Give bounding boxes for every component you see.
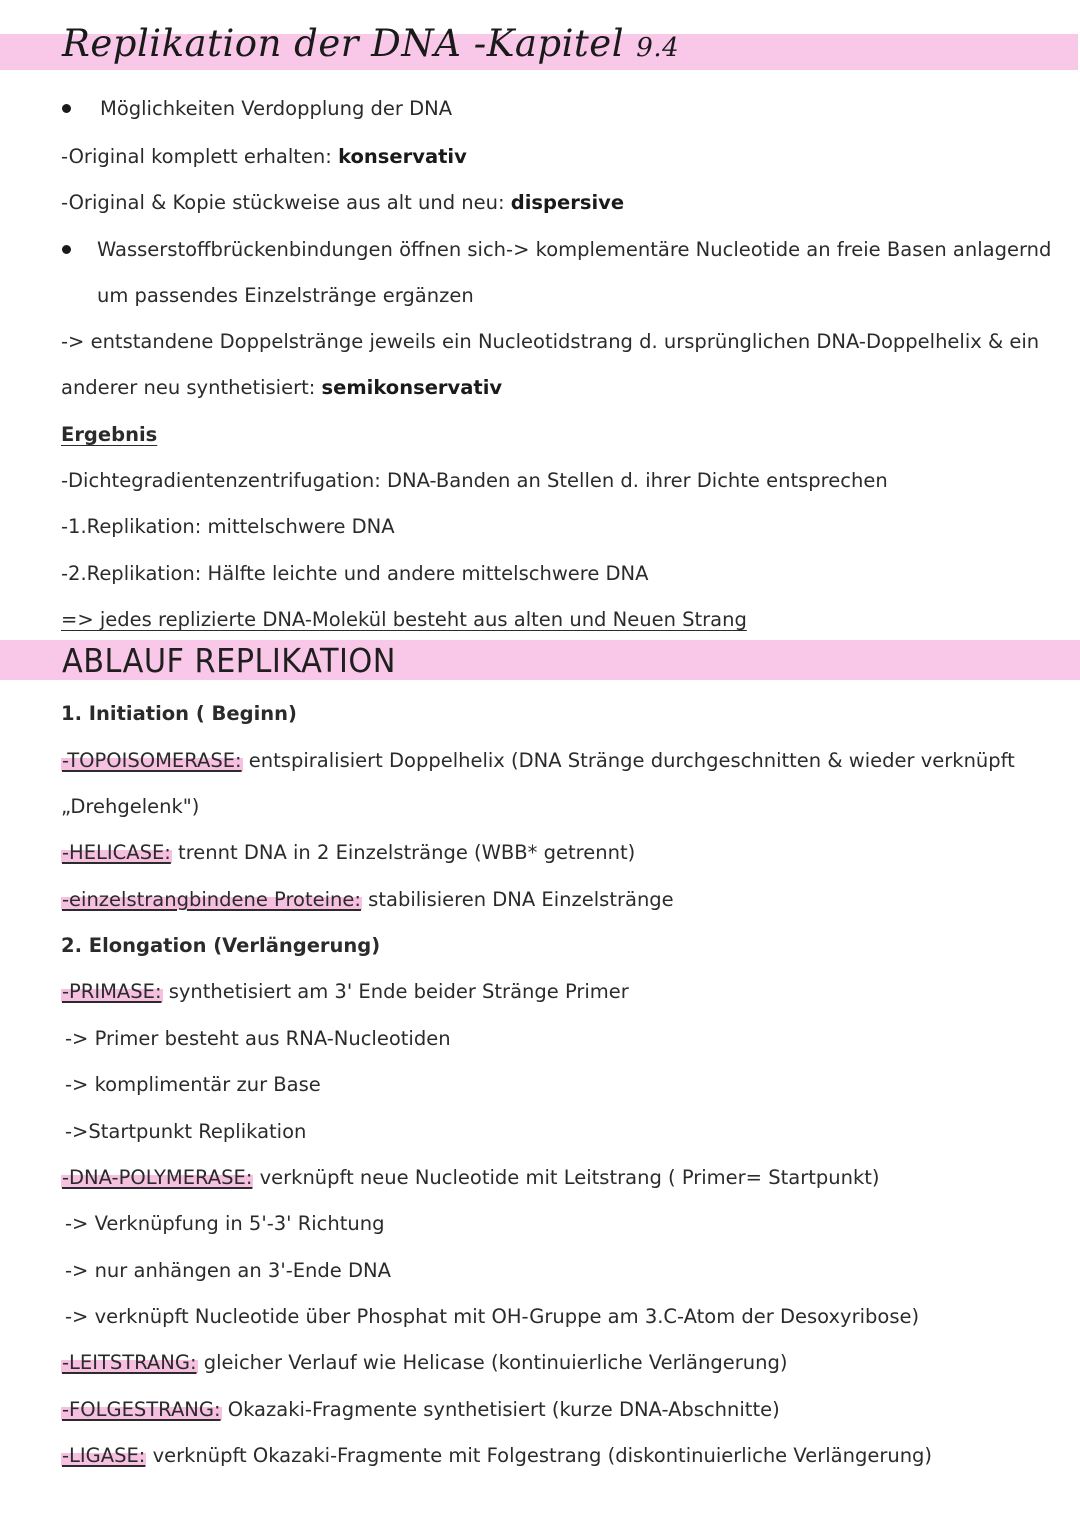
primase-detail-3: ->Startpunkt Replikation xyxy=(65,1120,307,1143)
item-ligase: -LIGASE: verknüpft Okazaki-Fragmente mit Folgestrang (diskontinuierliche Verlängerung) xyxy=(62,1444,933,1467)
line-double-strands: -> entstandene Doppelstränge jeweils ein Nucleotidstrang d. ursprünglichen DNA-Doppelhelix & ein xyxy=(61,330,1040,353)
bullet-possibilities: Möglichkeiten Verdopplung der DNA xyxy=(100,97,453,120)
result-conclusion: => jedes replizierte DNA-Molekül besteht aus alten und Neuen Strang xyxy=(61,608,747,631)
item-ssb-proteins: -einzelstrangbindene Proteine: stabilisieren DNA Einzelstränge xyxy=(62,888,674,911)
primase-detail-1: -> Primer besteht aus RNA-Nucleotiden xyxy=(65,1027,451,1050)
result-second-replication: -2.Replikation: Hälfte leichte und andere mittelschwere DNA xyxy=(61,562,649,585)
bullet-dot xyxy=(62,245,71,254)
bullet-hydrogen-bonds-cont: um passendes Einzelstränge ergänzen xyxy=(97,284,474,307)
line-semikonservativ: anderer neu synthetisiert: semikonservativ xyxy=(61,376,503,399)
step-initiation: 1. Initiation ( Beginn) xyxy=(61,702,297,725)
polymerase-detail-1: -> Verknüpfung in 5'-3' Richtung xyxy=(65,1212,385,1235)
item-leitstrang: -LEITSTRANG: gleicher Verlauf wie Helicase (kontinuierliche Verlängerung) xyxy=(62,1351,788,1374)
item-folgestrang: -FOLGESTRANG: Okazaki-Fragmente synthetisiert (kurze DNA-Abschnitte) xyxy=(62,1398,780,1421)
step-elongation: 2. Elongation (Verlängerung) xyxy=(61,934,381,957)
item-helicase: -HELICASE: trennt DNA in 2 Einzelstränge (WBB* getrennt) xyxy=(62,841,636,864)
item-dna-polymerase: -DNA-POLYMERASE: verknüpft neue Nucleotide mit Leitstrang ( Primer= Startpunkt) xyxy=(62,1166,880,1189)
chapter-number: 9.4 xyxy=(636,33,680,63)
line-konservativ: -Original komplett erhalten: konservativ xyxy=(61,145,467,168)
primase-detail-2: -> komplimentär zur Base xyxy=(65,1073,321,1096)
page-title: Replikation der DNA -Kapitel 9.4 xyxy=(62,22,680,65)
result-first-replication: -1.Replikation: mittelschwere DNA xyxy=(61,515,395,538)
bullet-dot xyxy=(62,104,71,113)
heading-ablauf-replikation: ABLAUF REPLIKATION xyxy=(62,641,396,680)
bullet-hydrogen-bonds: Wasserstoffbrückenbindungen öffnen sich-> komplementäre Nucleotide an freie Basen anlagernd xyxy=(97,238,1052,261)
line-dispersive: -Original & Kopie stückweise aus alt und neu: dispersive xyxy=(61,191,625,214)
polymerase-detail-3: -> verknüpft Nucleotide über Phosphat mit OH-Gruppe am 3.C-Atom der Desoxyribose) xyxy=(65,1305,920,1328)
item-topoisomerase: -TOPOISOMERASE: entspiralisiert Doppelhelix (DNA Stränge durchgeschnitten & wieder verknüpft xyxy=(62,749,1015,772)
result-density-gradient: -Dichtegradientenzentrifugation: DNA-Banden an Stellen d. ihrer Dichte entsprechen xyxy=(61,469,888,492)
item-primase: -PRIMASE: synthetisiert am 3' Ende beider Stränge Primer xyxy=(62,980,629,1003)
heading-ergebnis: Ergebnis xyxy=(61,423,158,446)
item-topoisomerase-cont: „Drehgelenk") xyxy=(61,795,200,818)
polymerase-detail-2: -> nur anhängen an 3'-Ende DNA xyxy=(65,1259,391,1282)
